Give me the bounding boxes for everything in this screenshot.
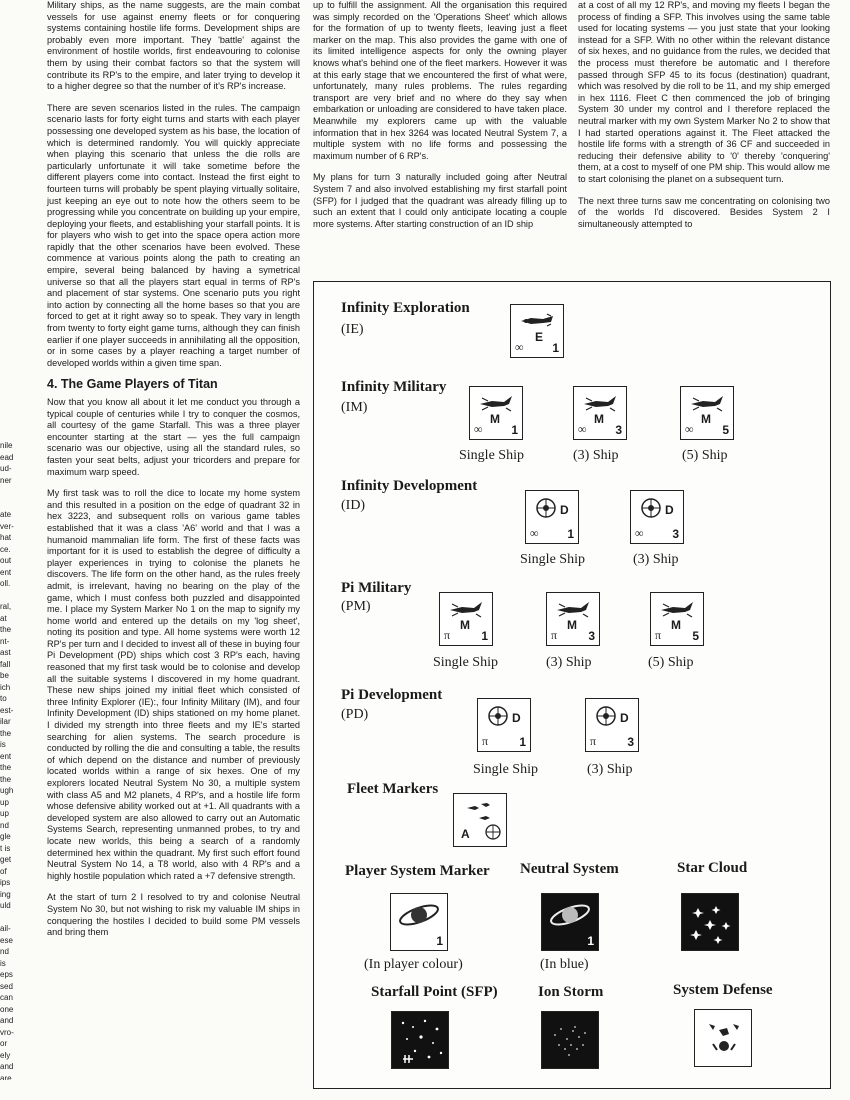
counter-number: 1: [436, 934, 443, 948]
counter-number: 1: [481, 629, 488, 643]
margin-fragment: ver-: [0, 521, 14, 531]
neutral-system-marker: [541, 893, 599, 951]
stars-icon: [686, 898, 736, 948]
paragraph: up to fulfill the assignment. All the organisation this required was simply recorded on the 'Operations Sheet' which allows for the formation of up to twenty fleets, leaving just a fleet marker on the map. This also provides the game with one of its limited intelligence aspects for only the owning player knows what's behind one of the fleet markers. However it was at this early stage that we encountered the first of what were, unfortunately, many rules problems. The rules regarding transport are very brief and no where do they say when embarkation or unloading are considered to have taken place. Meanwhile my explorers came up with the valuable information that in hex 3264 was located Neutral System 7, a multiple system with no life forms and possessing the maximum number of 6 RP's.: [313, 0, 567, 161]
margin-fragment: vro-: [0, 1027, 14, 1037]
margin-fragment: up: [0, 797, 9, 807]
caption: (5) Ship: [682, 448, 728, 463]
id-counter-1: [525, 490, 579, 544]
pd-counter-1: [477, 698, 531, 752]
system-defense-marker: [694, 1009, 752, 1067]
defense-icon: [699, 1014, 749, 1064]
paragraph: There are seven scenarios listed in the rules. The campaign scenario lasts for forty eight turns and starts with each player possessing one developed system as his base, the location of which is determined randomly. You will quickly appreciate when playing this scenario that unless the die rolls are particularly unfortunate it will take sometime before the different players come into contact. Instead the first eight to fourteen turns will probably be spent playing virtually solitaire, just keeping an eye out to note how the others seem to be progressing while you concentrate on building up your empire, deploying your fleets, and establishing your starfall points. It is for players who wish to get into the space opera action more rapidly that the other scenarios have been evolved. These commence at various points along the path to creating an empire, several being balanced by having a symetrical universe so that all the players start equal in terms of RP's and placement of star systems. One scenario puts you right into action by connecting all the home bases so that you are forced to get at it right away so to speak. They vary in length from twenty to forty eight game turns, although they can finish earlier if one player succeeds in annihilating all the opposition, or in some cases by a player reaching a target number of developed worlds within a given time span.: [47, 102, 300, 368]
military-ship-icon: [553, 598, 593, 620]
counter-letter: M: [567, 618, 577, 632]
pm-abbr: (PM): [341, 599, 371, 614]
margin-fragment: to: [0, 694, 7, 703]
paragraph: The next three turns saw me concentrating on colonising two of the worlds I'd discovered. Besides System 2 I simultaneously attempted to: [578, 195, 830, 229]
margin-fragment: of: [0, 866, 7, 876]
infinity-icon: ∞: [474, 422, 483, 436]
margin-fragment: are: [0, 1073, 12, 1080]
fleet-marker-counter: [453, 793, 507, 847]
sc-title: Star Cloud: [677, 860, 748, 876]
pd-abbr: (PD): [341, 707, 369, 722]
counter-number: 1: [519, 735, 526, 749]
margin-fragment: uld: [0, 901, 11, 910]
player-system-marker: [390, 893, 448, 951]
margin-fragment: t is: [0, 843, 11, 853]
star-cloud-marker: [681, 893, 739, 951]
counter-letter: M: [671, 618, 681, 632]
margin-fragment: at: [0, 613, 7, 623]
infinity-icon: ∞: [635, 526, 644, 540]
id-abbr: (ID): [341, 498, 366, 513]
caption: (3) Ship: [546, 655, 592, 670]
paragraph: My plans for turn 3 naturally included going after Neutral System 7 and also involved establishing my first starfall point (SFP) for I judged that the quadrant was already filling up to such an extent that I could only anticipate locating a couple more systems. After starting construction of an ID ship: [313, 172, 567, 229]
margin-fragment: ner: [0, 475, 12, 485]
margin-fragment: the: [0, 763, 12, 772]
paragraph: My first task was to roll the dice to locate my home system and this resulted in a position on the edge of quadrant 32 in hex 3223, and subsequent rolls on various game tables established that it was a class 'A6' world and that I was a humanoid mammalian life form. The first of these facts was important for it is used to establish the degree of difficulty a player experiences in trying to colonise the planets he discovers. The life form on the other hand, as the rules freely admit, is irrelevant, having no bearing on the play of the game, which I must confess both puzzled and disappointed me. I place my System Marker No 1 on the map to signify my home world and entered up the details on my 'log sheet', noting its position and type. All home systems were worth 12 RP's per turn and I decided to invest all of these in buying four Pi Development (PD) ships which cost 3 RP's each, having reasoned that my first task would be to colonise and develop all the suitable systems I discovered in my home quadrant. These new ships joined my initial fleet which consisted of three Infinity Explorer (IE):, four Infinity Military (IM), and four Infinity Development (ID) ships stationed on my home planet. I divided my strength into three fleets and my IE's started searching for alien systems. The search procedure is conducted by rolling the die and consulting a table, the results of which depend on the distance and number of previously located worlds within a range of six hexes. One of my explorers located Neutral System No 30, a multiple system with class A5 and M2 planets, 4 RP's, and a hostile life form whose defensive ability worked out at +1. All quadrants with a developed system are also allowed to carry out an Automatic Systems Search, representing unmanned probes, to try and locate new worlds, this being a search of a randomly determined hex within the quadrant. My first such effort found Neutral System No 14, a T8 world, also with 4 RP's and a highly hostile population which rated a +7 defensive strength.: [47, 488, 300, 881]
margin-fragment: is: [0, 740, 6, 749]
im-counter-3: [573, 386, 627, 440]
margin-fragment: nd: [0, 820, 9, 830]
margin-fragment: ely: [0, 1050, 11, 1060]
caption: (In player colour): [364, 957, 463, 972]
margin-fragment: nile: [0, 441, 13, 450]
margin-fragment: and: [0, 1062, 14, 1071]
margin-fragment: hat: [0, 533, 12, 542]
margin-fragment: [0, 486, 18, 498]
margin-fragment: get: [0, 855, 12, 864]
counter-letter: D: [560, 503, 569, 517]
margin-fragment: and: [0, 1016, 14, 1025]
margin-fragment: the: [0, 774, 12, 784]
paragraph: at a cost of all my 12 RP's, and moving my fleets I began the process of finding a SFP. This involves using the same table used for locating systems — you just state that your looking instead for a SFP. With no other within the relevant distance of six hexes, and no guidance from the rules, we decided that the process must therefore be automatic and I therefore passed through SFP 45 to its focus (destination) quadrant, which was resolved by die roll to be 11, and my ship emerged in hex 1116. Fleet C then commenced the job of bringing System 30 under my control and I therefore replaced the neutral marker with my own System Marker No 2 to show that I had started operations against it. The Fleet attacked the hostile life forms with a strength of 36 CF and succeeded in reducing their defensive ability to '0' thereby 'conquering' them, at a cost to myself of one PM ship. This would allow me to start colonising the planet on a subsequent turn.: [578, 0, 830, 184]
paragraph: At the start of turn 2 I resolved to try and colonise Neutral System No 30, but not wishing to risk my valuable IM ships in conquering the hostiles I decided to build some PM vessels and bring them: [47, 892, 300, 938]
margin-fragment: ent: [0, 567, 12, 577]
sfp-title: Starfall Point (SFP): [371, 984, 498, 1000]
counter-number: 3: [627, 735, 634, 749]
margin-fragment: ilar: [0, 717, 11, 726]
counter-number: 1: [552, 341, 559, 355]
margin-fragment: est-: [0, 705, 14, 715]
counter-letter: M: [460, 618, 470, 632]
section-heading: 4. The Game Players of Titan: [47, 377, 218, 392]
pi-icon: π: [590, 734, 597, 748]
margin-fragment: be: [0, 671, 9, 680]
pm-counter-1: [439, 592, 493, 646]
margin-fragment: sed: [0, 981, 13, 991]
infinity-icon: ∞: [515, 340, 524, 354]
military-ship-icon: [657, 598, 697, 620]
pi-icon: π: [551, 628, 558, 642]
margin-fragment: the: [0, 728, 12, 738]
fleet-letter: A: [461, 827, 470, 841]
caption: (3) Ship: [573, 448, 619, 463]
counter-letter: M: [701, 412, 711, 426]
margin-fragment: ud-: [0, 464, 12, 473]
ie-abbr: (IE): [341, 322, 364, 337]
caption: (5) Ship: [648, 655, 694, 670]
margin-fragment: ugh: [0, 786, 14, 795]
ie-counter: [510, 304, 564, 358]
margin-fragment: gle: [0, 832, 11, 841]
military-ship-icon: [446, 598, 486, 620]
counter-number: 3: [615, 423, 622, 437]
margin-fragment: nt-: [0, 636, 10, 646]
counter-number: 1: [587, 934, 594, 948]
margin-fragment: one: [0, 1004, 14, 1014]
paragraph: Now that you know all about it let me conduct you through a typical couple of centuries while I try to conquer the cosmos, all courtesy of the game Starfall. This was a three player encounter starting at the start — yes the full campaign scenario was our objective, using all the standard rules, so fasten your seat belts, adjust your tricorders and prepare for maximum warp speed.: [47, 397, 300, 477]
ns-title: Neutral System: [520, 861, 619, 877]
pm-title: Pi Military: [341, 580, 412, 596]
counter-letter: D: [620, 711, 629, 725]
margin-fragment: up: [0, 809, 9, 818]
im-title: Infinity Military: [341, 379, 447, 395]
margin-fragment: ral,: [0, 602, 12, 611]
ie-title: Infinity Exploration: [341, 300, 470, 316]
margin-fragment: ips: [0, 878, 11, 887]
fleet-title: Fleet Markers: [347, 781, 439, 797]
counter-letter: D: [512, 711, 521, 725]
counter-number: 3: [588, 629, 595, 643]
counter-number: 5: [692, 629, 699, 643]
margin-fragment: [0, 590, 18, 602]
counter-letter: M: [490, 412, 500, 426]
planet-ring-icon: [548, 900, 592, 930]
planet-ring-icon: [397, 900, 441, 930]
margin-fragment: ce.: [0, 544, 11, 554]
starfall-point-marker: [391, 1011, 449, 1069]
margin-fragment: [0, 912, 18, 924]
text-column-3: [578, 0, 830, 240]
caption: Single Ship: [473, 762, 538, 777]
left-margin-fragments: [0, 440, 18, 1080]
is-title: Ion Storm: [538, 984, 604, 1000]
margin-fragment: ead: [0, 452, 14, 462]
caption: (3) Ship: [633, 552, 679, 567]
margin-fragment: eps: [0, 970, 13, 979]
id-title: Infinity Development: [341, 478, 478, 494]
counter-number: 3: [672, 527, 679, 541]
margin-fragment: the: [0, 625, 12, 634]
margin-fragment: ail-: [0, 924, 11, 933]
counter-legend-figure: [313, 281, 831, 1089]
pd-counter-3: [585, 698, 639, 752]
margin-fragment: fall: [0, 659, 11, 669]
caption: (In blue): [540, 957, 589, 972]
counter-letter: E: [535, 330, 544, 344]
margin-fragment: ing: [0, 889, 11, 899]
margin-fragment: ate: [0, 510, 12, 519]
pm-counter-5: [650, 592, 704, 646]
infinity-icon: ∞: [578, 422, 587, 436]
counter-number: 1: [567, 527, 574, 541]
text-column-2: [313, 0, 567, 240]
pi-icon: π: [482, 734, 489, 748]
starfall-icon: [395, 1015, 447, 1067]
military-ship-icon: [476, 392, 516, 414]
pi-icon: π: [655, 628, 662, 642]
explorer-ship-icon: [517, 310, 557, 332]
caption: (3) Ship: [587, 762, 633, 777]
counter-letter: M: [594, 412, 604, 426]
pm-counter-3: [546, 592, 600, 646]
margin-fragment: can: [0, 993, 13, 1002]
text-column-1: [47, 0, 300, 949]
margin-fragment: ese: [0, 935, 13, 945]
im-abbr: (IM): [341, 400, 368, 415]
counter-number: 5: [722, 423, 729, 437]
im-counter-5: [680, 386, 734, 440]
caption: Single Ship: [459, 448, 524, 463]
psm-title: Player System Marker: [345, 863, 490, 879]
margin-fragment: nd: [0, 947, 9, 956]
ion-storm-icon: [545, 1015, 597, 1067]
margin-fragment: ent: [0, 751, 12, 761]
ion-storm-marker: [541, 1011, 599, 1069]
margin-fragment: [0, 498, 18, 510]
military-ship-icon: [580, 392, 620, 414]
counter-letter: D: [665, 503, 674, 517]
id-counter-3: [630, 490, 684, 544]
paragraph: Military ships, as the name suggests, are the main combat vessels for use against enemy fleets or for conquering systems containing hostile life forms. Development ships are probably even more important. They 'battle' against the environment of hostile worlds, first endeavouring to colonise them by using their combat factors so that the system will contribute its RP's to the empire, and later trying to develop it to a higher degree so that the number of it's RP's increase.: [47, 0, 300, 92]
military-ship-icon: [687, 392, 727, 414]
margin-fragment: ast: [0, 648, 11, 657]
infinity-icon: ∞: [685, 422, 694, 436]
margin-fragment: out: [0, 556, 12, 565]
caption: Single Ship: [520, 552, 585, 567]
margin-fragment: is: [0, 958, 6, 968]
caption: Single Ship: [433, 655, 498, 670]
margin-fragment: ich: [0, 682, 11, 692]
margin-fragment: oll.: [0, 579, 11, 588]
sd-title: System Defense: [673, 982, 773, 998]
counter-number: 1: [511, 423, 518, 437]
im-counter-1: [469, 386, 523, 440]
margin-fragment: or: [0, 1039, 8, 1048]
pi-icon: π: [444, 628, 451, 642]
infinity-icon: ∞: [530, 526, 539, 540]
pd-title: Pi Development: [341, 687, 443, 703]
